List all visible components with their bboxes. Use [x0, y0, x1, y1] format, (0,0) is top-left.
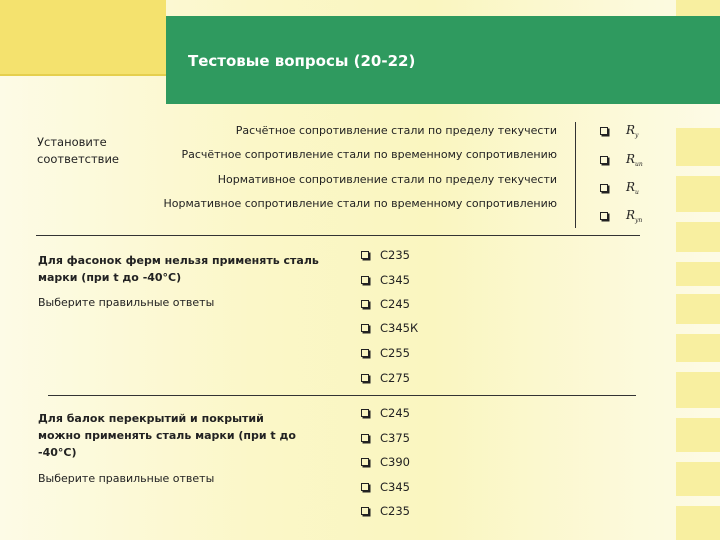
- header-banner: [166, 16, 720, 104]
- r-symbol: $R_u$: [626, 180, 639, 196]
- q2-option[interactable]: С345: [361, 273, 410, 287]
- q1-option-ru[interactable]: [600, 180, 639, 196]
- q1-option-run[interactable]: [600, 152, 643, 168]
- q2-option[interactable]: С245: [361, 297, 410, 311]
- q1-option-ry[interactable]: [600, 123, 638, 139]
- stripe: [676, 334, 720, 362]
- square-checkbox-icon[interactable]: [361, 276, 369, 284]
- square-checkbox-icon[interactable]: [361, 374, 369, 382]
- stripe: [676, 462, 720, 496]
- square-checkbox-icon[interactable]: [361, 324, 369, 332]
- q1-instruction: Установите соответствие: [37, 135, 119, 166]
- stripe: [676, 128, 720, 166]
- stripe: [676, 262, 720, 286]
- q3-question: Для балок перекрытий и покрытий можно применять сталь марки (при t до -40°С): [38, 412, 296, 459]
- square-checkbox-icon[interactable]: [361, 349, 369, 357]
- q3-option[interactable]: С345: [361, 480, 410, 494]
- r-symbol: $R_y$: [626, 123, 639, 139]
- q1-match-item[interactable]: Расчётное сопротивление стали по временному сопротивлению: [181, 148, 557, 161]
- stripe: [676, 506, 720, 540]
- q2-hint: Выберите правильные ответы: [38, 296, 215, 309]
- q2-option[interactable]: С275: [361, 371, 410, 385]
- r-symbol: $R_{yn}$: [626, 208, 643, 224]
- r-symbol: $R_{un}$: [626, 152, 643, 168]
- square-checkbox-icon[interactable]: [361, 251, 369, 259]
- stripe: [676, 222, 720, 252]
- q1-option-ryn[interactable]: [600, 208, 642, 224]
- square-checkbox-icon[interactable]: [600, 212, 608, 220]
- square-checkbox-icon[interactable]: [361, 507, 369, 515]
- q1-match-item[interactable]: Нормативное сопротивление стали по пределу текучести: [217, 173, 557, 186]
- page-title: Тестовые вопросы (20-22): [188, 52, 416, 70]
- q1-divider: [575, 122, 576, 228]
- q1-match-item[interactable]: Нормативное сопротивление стали по временному сопротивлению: [163, 197, 557, 210]
- square-checkbox-icon[interactable]: [361, 483, 369, 491]
- square-checkbox-icon[interactable]: [600, 156, 608, 164]
- stripe: [676, 294, 720, 324]
- q2-option[interactable]: С235: [361, 248, 410, 262]
- square-checkbox-icon[interactable]: [361, 458, 369, 466]
- square-checkbox-icon[interactable]: [600, 184, 608, 192]
- q3-option[interactable]: С390: [361, 455, 410, 469]
- q2-option[interactable]: С255: [361, 346, 410, 360]
- q2-option[interactable]: С345К: [361, 321, 418, 335]
- q3-hint: Выберите правильные ответы: [38, 472, 215, 485]
- header-accent-block: [0, 0, 166, 76]
- square-checkbox-icon[interactable]: [361, 300, 369, 308]
- square-checkbox-icon[interactable]: [361, 409, 369, 417]
- q3-option[interactable]: С375: [361, 431, 410, 445]
- stripe: [676, 418, 720, 452]
- q1-match-item[interactable]: Расчётное сопротивление стали по пределу текучести: [235, 124, 557, 137]
- q2-question: Для фасонок ферм нельзя применять сталь марки (при t до -40°С): [38, 254, 319, 284]
- stripe: [676, 372, 720, 408]
- square-checkbox-icon[interactable]: [600, 127, 608, 135]
- square-checkbox-icon[interactable]: [361, 434, 369, 442]
- stripe: [676, 176, 720, 212]
- q3-option[interactable]: С235: [361, 504, 410, 518]
- q3-option[interactable]: С245: [361, 406, 410, 420]
- section-divider: [36, 235, 640, 236]
- section-divider: [48, 395, 636, 396]
